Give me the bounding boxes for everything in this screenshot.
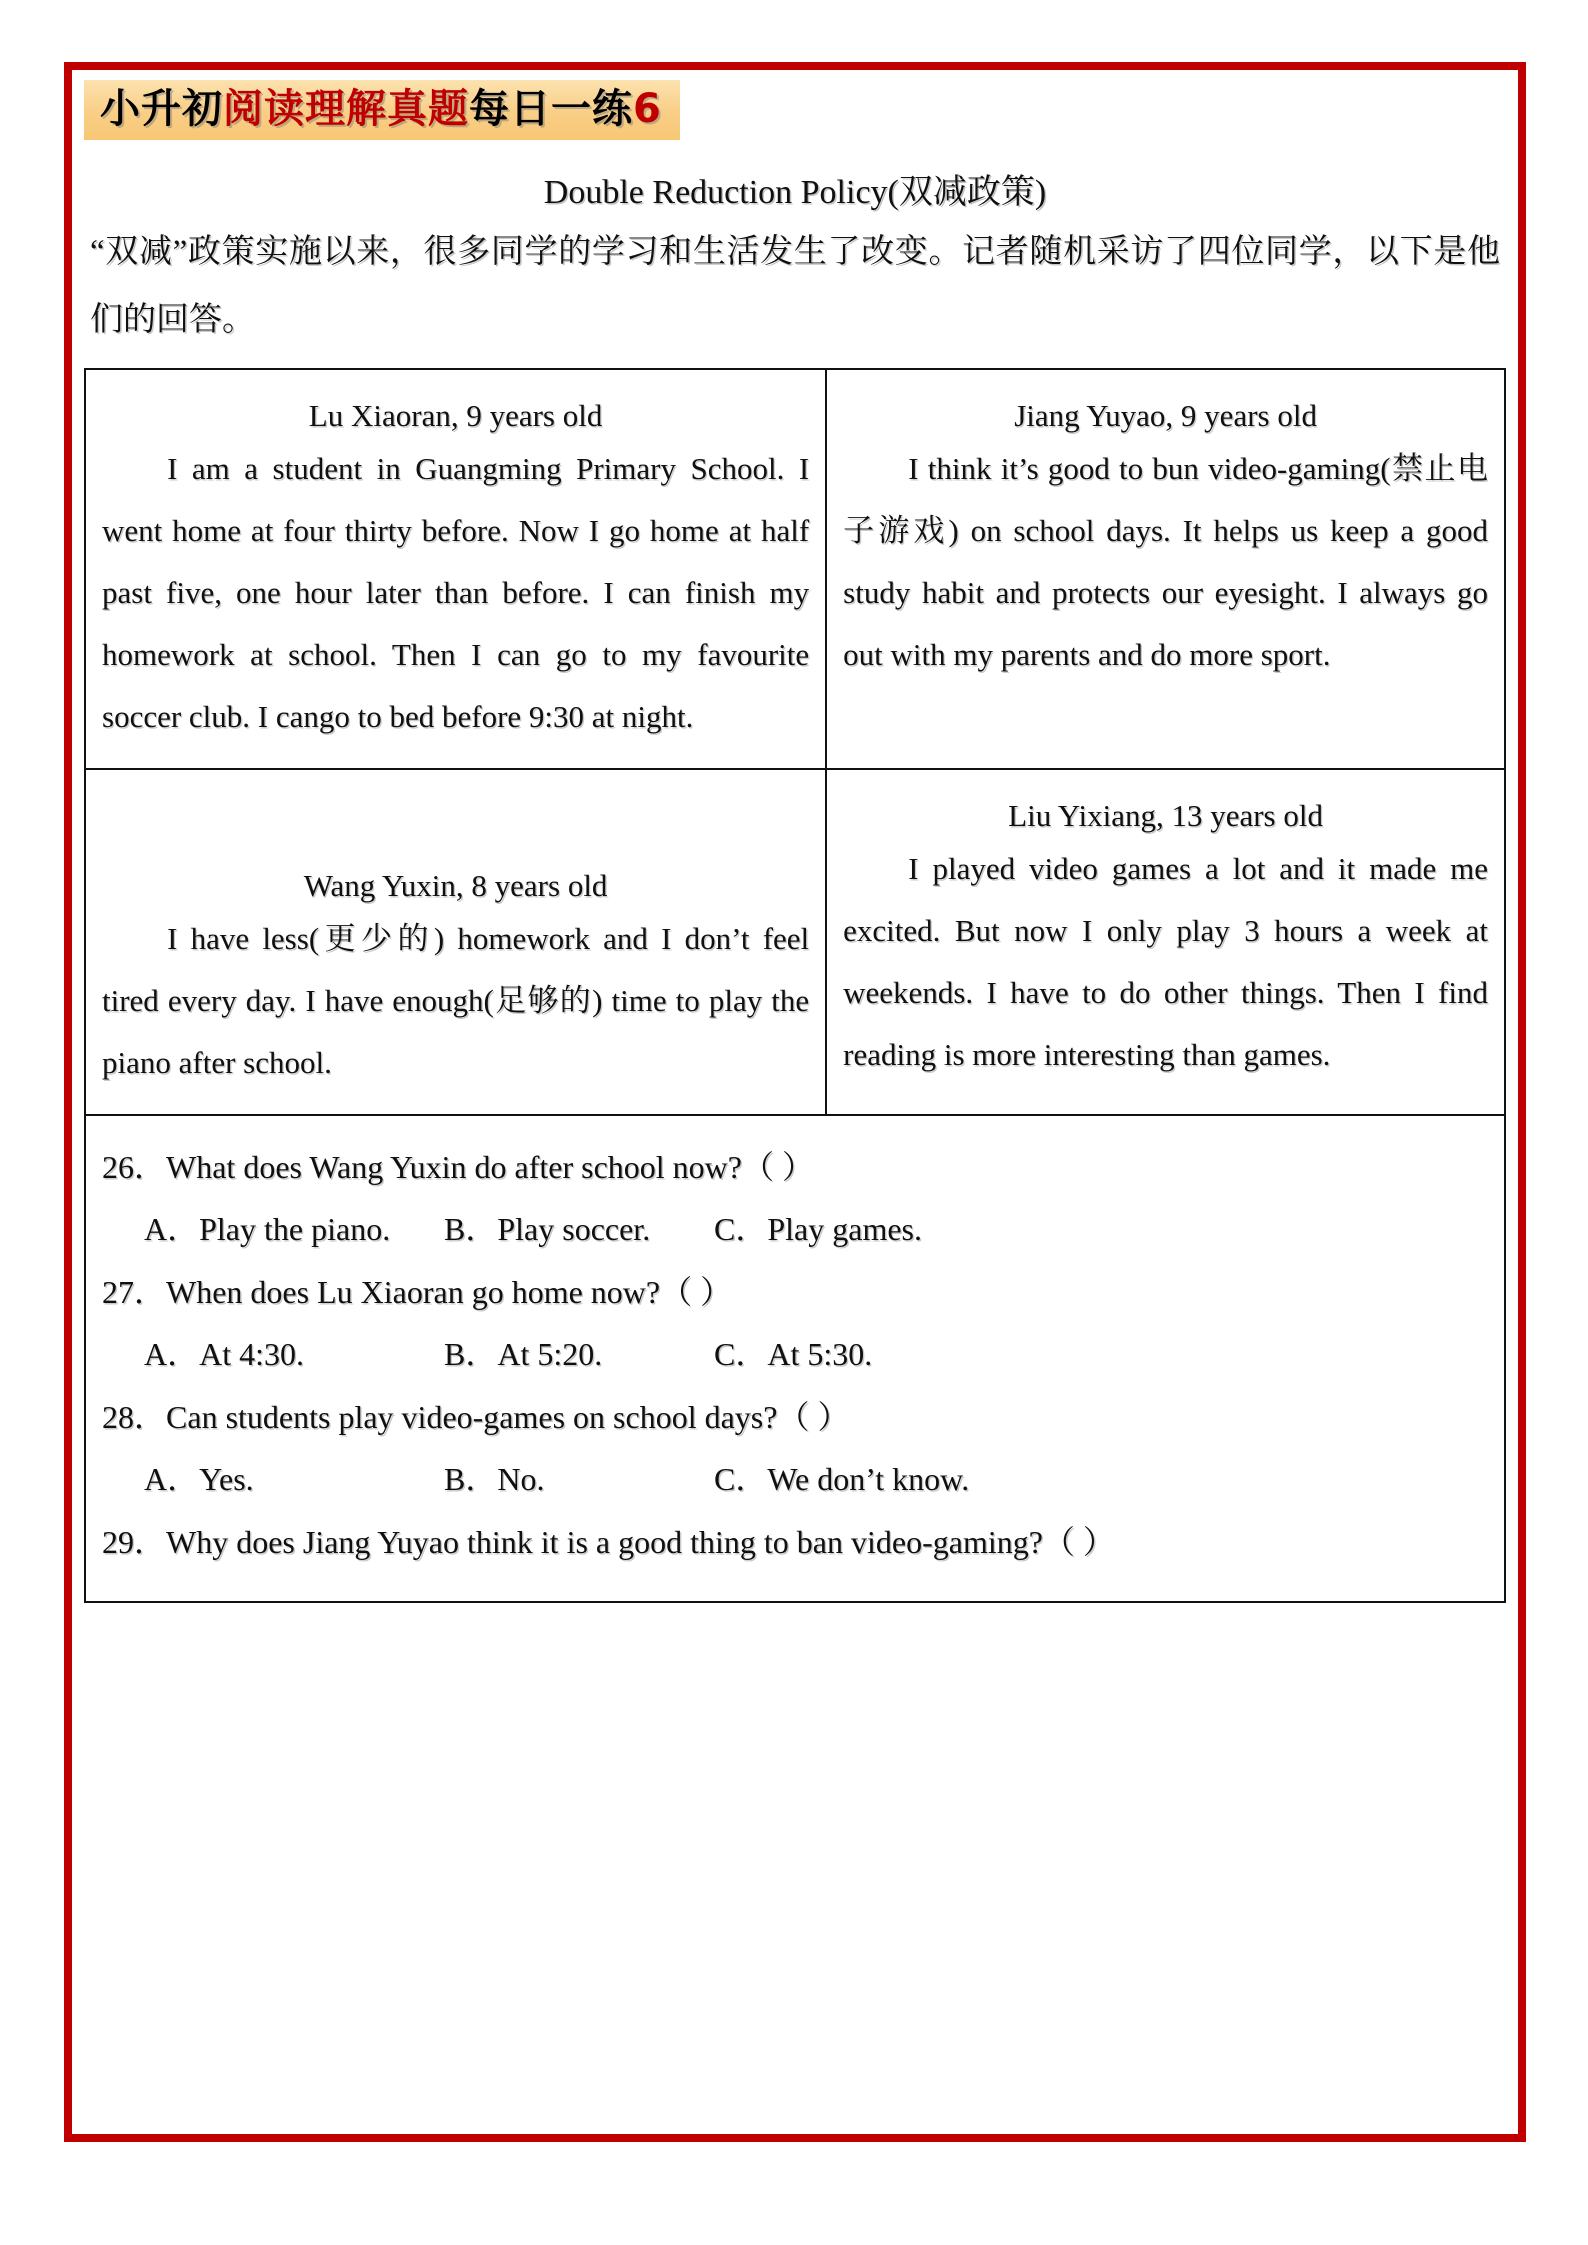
student-cell-jiang-yuyao (826, 369, 1505, 769)
banner-part2-red: 阅读理解真题 (223, 86, 469, 132)
question-28 (102, 1392, 1488, 1444)
table-row (85, 369, 1505, 769)
student-name: Lu Xiaoran, 9 years old (308, 398, 603, 434)
question-27 (102, 1267, 1488, 1319)
option-b[interactable]: B．At 5:20. (444, 1336, 603, 1373)
question-stem: When does Lu Xiaoran go home now?（ ） (166, 1274, 733, 1311)
option-c[interactable]: C．At 5:30. (714, 1336, 873, 1373)
question-number: 27． (102, 1274, 167, 1311)
worksheet-page (64, 62, 1526, 2142)
options-26 (102, 1204, 1488, 1255)
student-text: I played video games a lot and it made me excited. But now I only play 3 hours a week at weekends. I have to do other things. Then I find reading is more interesting than games. (843, 851, 1488, 1073)
title-banner (84, 80, 680, 140)
student-cell-lu-xiaoran (85, 369, 826, 769)
testimonial-table (84, 368, 1506, 1116)
banner-part3: 每日一练 (469, 86, 633, 132)
option-c[interactable]: C．We don’t know. (714, 1461, 970, 1498)
student-cell-liu-yixiang (826, 769, 1505, 1115)
questions-section (84, 1116, 1506, 1603)
question-stem: What does Wang Yuxin do after school now?（ ） (166, 1149, 814, 1186)
question-number: 29． (102, 1524, 167, 1561)
question-29 (102, 1517, 1488, 1569)
option-a[interactable]: A．Play the piano. (144, 1211, 391, 1248)
student-cell-wang-yuxin (85, 769, 826, 1115)
student-text: I have less(更少的) homework and I don’t feel tired every day. I have enough(足够的) time to play the piano after school. (102, 921, 810, 1081)
question-stem: Can students play video-games on school days?（ ） (166, 1399, 850, 1436)
question-stem: Why does Jiang Yuyao think it is a good thing to ban video-gaming?（ ） (166, 1524, 1115, 1561)
student-text: I think it’s good to bun video-gaming(禁止电子游戏) on school days. It helps us keep a good study habit and protects our eyesight. I always go out with my parents and do more sport. (843, 451, 1488, 673)
question-number: 28． (102, 1399, 167, 1436)
option-a[interactable]: A．Yes. (144, 1461, 254, 1498)
option-a[interactable]: A．At 4:30. (144, 1336, 305, 1373)
option-b[interactable]: B．Play soccer. (444, 1211, 651, 1248)
options-28 (102, 1454, 1488, 1505)
option-b[interactable]: B．No. (444, 1461, 545, 1498)
passage-title: Double Reduction Policy(双减政策) (543, 174, 1047, 211)
option-c[interactable]: C．Play games. (714, 1211, 922, 1248)
question-number: 26． (102, 1149, 167, 1186)
banner-number: 6 (633, 86, 662, 132)
student-name: Jiang Yuyao, 9 years old (1014, 398, 1317, 434)
banner-part1: 小升初 (100, 86, 223, 132)
student-name: Liu Yixiang, 13 years old (1008, 798, 1323, 834)
question-26 (102, 1142, 1488, 1194)
passage-intro: “双减”政策实施以来，很多同学的学习和生活发生了改变。记者随机采访了四位同学，以下是他们的回答。 (90, 234, 1500, 338)
options-27 (102, 1329, 1488, 1380)
student-name: Wang Yuxin, 8 years old (303, 868, 608, 904)
student-text: I am a student in Guangming Primary School. I went home at four thirty before. Now I go home at half past five, one hour later than before. I can finish my homework at school. Then I can go to my favourite soccer club. I cango to bed before 9:30 at night. (102, 451, 810, 735)
table-row (85, 769, 1505, 1115)
banner-text (100, 86, 662, 132)
